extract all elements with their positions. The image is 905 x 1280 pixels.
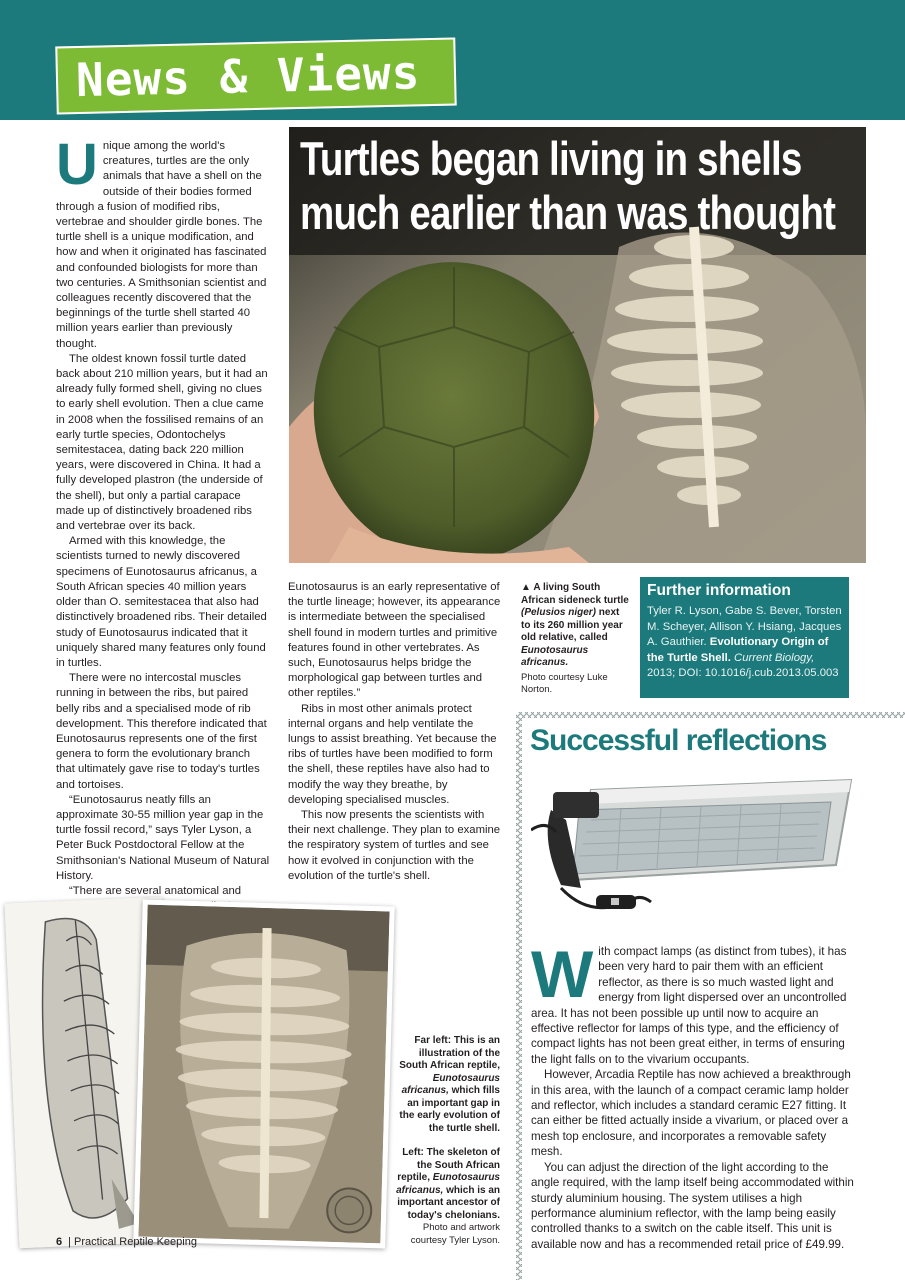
headline-line-2: much earlier than was thought <box>300 186 836 239</box>
paragraph: ith compact lamps (as distinct from tubes), it has been very hard to pair them with an efficient reflector, as there is so much wasted light and energy from light dispersed over an uncontrolled area. It has not been possible up until now to acquire an effective reflector for lamps of this type, and the efficiency of compact lights has not been great either, in terms of ensuring the light falls on to the vivarium occupants. <box>531 945 847 1066</box>
zigzag-divider <box>516 712 905 718</box>
headline-line-1: Turtles began living in shells <box>300 132 802 185</box>
page-number: 6 <box>56 1236 63 1248</box>
paragraph: “Eunotosaurus neatly fills an approximate 30-55 million year gap in the turtle fossil record,” says Tyler Lyson, a Peter Buck Postdoctoral Fellow at the Smithsonian's National Museum of Natural History. <box>56 793 270 882</box>
paragraph: The oldest known fossil turtle dated back about 210 million years, but it had an already fully formed shell, giving no clues to early shell evolution. Then a clue came in 2008 when the fossilised remains of an early turtle species, Odontochelys semitestacea, dating back 220 million years, were discovered in China. It had a fully developed plastron (the underside of the shell), but only a partial carapace made up of distinctively broadened ribs and vertebrae over its back. <box>56 352 268 533</box>
further-info-title: Further information <box>647 582 791 599</box>
paragraph: There were no intercostal muscles running in between the ribs, but paired belly ribs and a specialised mode of rib development. This therefore indicated that Eunotosaurus represents one of the first genera to form the evolutionary branch that ultimately gave rise to today's turtles and tortoises. <box>56 672 267 791</box>
section-tag-label: News & Views <box>75 45 421 108</box>
caption-arrow-icon: ▲ <box>521 582 531 593</box>
paragraph: “There are several anatomical and <box>69 884 242 897</box>
caption-far-left: Far left: This is an illustration of the South African reptile, Eunotosaurus africanus, which fills an important gap in the early evolution of the turtle shell. <box>399 1035 500 1134</box>
drop-cap: W <box>531 937 594 1011</box>
photo-caption: ▲ A living South African sideneck turtle (Pelusios niger) next to its 260 million year old relative, called Eunotosaurus africanus. Photo courtesy Luke Norton. <box>521 582 631 697</box>
header-band-edge <box>0 117 905 123</box>
paragraph: Ribs in most other animals protect internal organs and help ventilate the lungs to assist breathing. Yet because the ribs of turtles have been modified to form the shell, these reptiles have also had to modify the way they breathe, by developing specialised muscles. <box>288 702 497 806</box>
paragraph: However, Arcadia Reptile has now achieved a breakthrough in this area, with the launch of a compact ceramic lamp holder and reflector, which includes a standard ceramic E27 fitting. It can either be fitted actually inside a vivarium, or placed over a mesh top enclosure, and incorporates a removable safety mesh. <box>531 1068 851 1159</box>
further-info-reference: Tyler R. Lyson, Gabe S. Bever, Torsten M. Scheyer, Allison Y. Hsiang, Jacques A. Gauthier. Evolutionary Origin of the Turtle Shell. Current Biology, 2013; DOI: 10.1016/j.cub.2013.05.003 <box>647 605 842 679</box>
caption-left: Left: The skeleton of the South African reptile, Eunotosaurus africanus, which is an important ancestor of today's chelonians. <box>396 1147 500 1221</box>
reflector-lamp-illustration <box>531 770 861 930</box>
fossil-photo-card <box>133 900 394 1249</box>
publication-name: | Practical Reptile Keeping <box>68 1236 197 1248</box>
section-tag <box>55 37 456 114</box>
fossil-photo-credit: Photo and artwork courtesy Tyler Lyson. <box>410 1222 500 1246</box>
product-article-body <box>531 937 859 1252</box>
paragraph: You can adjust the direction of the light according to the angle required, with the lamp itself being accommodated within sturdy aluminium housing. The system utilises a high performance aluminium reflector, with the lamp being easily controlled thanks to a switch on the cable itself. This unit is available now and has a recommended retail price of £49.99. <box>531 1160 854 1251</box>
paragraph: Eunotosaurus is an early representative of the turtle lineage; however, its appearance is intermediate between the specialised shell found in modern turtles and primitive features found in other vertebrates. As such, Eunotosaurus helps bridge the morphological gap between turtles and other reptiles.” <box>288 581 501 700</box>
paragraph: This now presents the scientists with their next challenge. They plan to examine the respiratory system of turtles and see how it evolved in conjunction with the evolution of the turtle's shell. <box>288 809 501 882</box>
fossil-caption <box>390 1035 500 1247</box>
drop-cap: U <box>56 132 98 197</box>
article-column-2 <box>288 580 502 884</box>
product-headline: Successful reflections <box>530 724 827 757</box>
zigzag-divider <box>516 712 522 1280</box>
paragraph: nique among the world's creatures, turtles are the only animals that have a shell on the outside of their bodies formed through a fusion of modified ribs, vertebrae and shoulder girdle bones. The turtle shell is a unique modification, and how and when it originated has fascinated and confounded biologists for more than two centuries. A Smithsonian scientist and colleagues recently discovered that the beginnings of the turtle shell started 40 million years earlier than previously thought. <box>56 140 267 350</box>
article-headline <box>300 132 866 240</box>
page-folio <box>56 1236 197 1248</box>
article-column-1 <box>56 132 270 914</box>
eunotosaurus-fossil-photo <box>138 905 389 1244</box>
paragraph: Armed with this knowledge, the scientists turned to newly discovered specimens of Eunotosaurus africanus, a South African species 40 million years older than O. semitestacea that also had distinctively broadened ribs. Their detailed study of Eunotosaurus indicated that it uniquely shared many features only found in turtles. <box>56 535 267 669</box>
photo-credit: Photo courtesy Luke Norton. <box>521 671 608 695</box>
further-information-box <box>640 577 849 698</box>
